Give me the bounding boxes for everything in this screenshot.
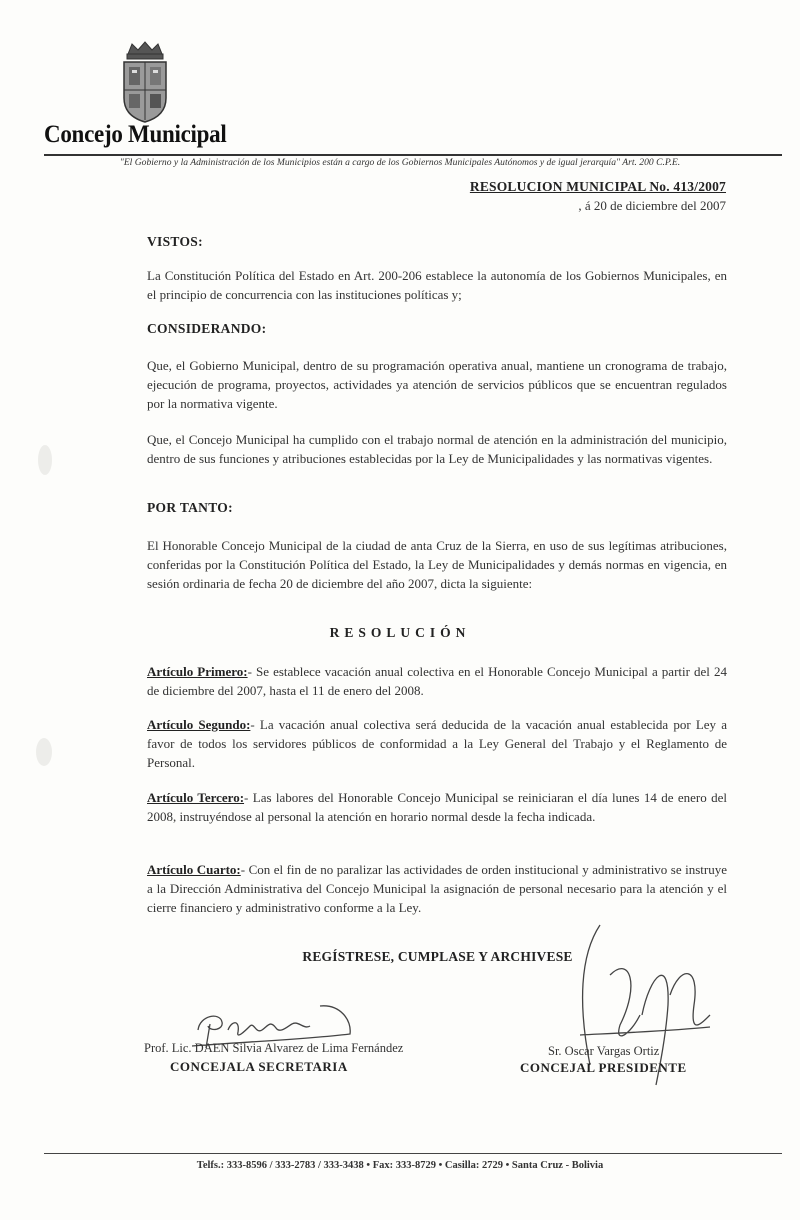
- considerando-text-1: Que, el Gobierno Municipal, dentro de su programación operativa anual, mantiene un cronograma de trabajo, ejecución de programa, proyectos, actividades ya atención de servicios públicos que se encuentran regulados por la normativa vigente.: [147, 358, 727, 411]
- article-text: - Se establece vacación anual colectiva en el Honorable Concejo Municipal a partir del 24 de diciembre del 2007, hasta el 11 de enero del 2008.: [147, 664, 727, 698]
- closing-formula: REGÍSTRESE, CUMPLASE Y ARCHIVESE: [302, 949, 573, 964]
- article-label: Artículo Primero:: [147, 664, 248, 679]
- vistos-text: La Constitución Política del Estado en Art. 200-206 establece la autonomía de los Gobiernos Municipales, en el principio de concurrencia con las instituciones políticas y;: [147, 268, 727, 302]
- organization-name: Concejo Municipal: [44, 121, 227, 148]
- footer-contact: Telfs.: 333-8596 / 333-2783 / 333-3438 • Fax: 333-8729 • Casilla: 2729 • Santa Cruz - Bolivia: [196, 1160, 604, 1171]
- article-text: - Con el fin de no paralizar las actividades de orden institucional y administrativo se instruye a la Dirección Administrativa del Concejo Municipal la asignación de personal necesario para la atención y el cierre financiero y administrativo conforme a la Ley.: [147, 862, 727, 915]
- article-text: - La vacación anual colectiva será deducida de la vacación anual establecida por Ley a favor de todos los servidores públicos de conformidad a la Ley General del Trabajo y el Reglamento de Personal.: [147, 717, 727, 770]
- considerando-text-2: Que, el Concejo Municipal ha cumplido con el trabajo normal de atención en la administración del municipio, dentro de sus funciones y atribuciones establecidas por la Ley de Municipalidades y las normativas vigentes.: [147, 432, 727, 466]
- header-motto: "El Gobierno y la Administración de los Municipios están a cargo de los Gobiernos Municipales Autónomos y de igual jerarquía" Art. 200 C.P.E.: [119, 157, 681, 168]
- article-tercero: [147, 788, 727, 826]
- article-segundo: [147, 715, 727, 772]
- resolucion-title: RESOLUCIÓN: [329, 625, 471, 640]
- secretary-name: Prof. Lic. DAEN Silvia Alvarez de Lima Fernández: [144, 1041, 404, 1055]
- header-divider: [44, 154, 782, 156]
- vistos-heading: VISTOS:: [147, 234, 203, 249]
- portanto-text: El Honorable Concejo Municipal de la ciudad de anta Cruz de la Sierra, en uso de sus legítimas atribuciones, conferidas por la Constitución Política del Estado, la Ley de Municipalidades y demás normas en vigencia, en sesión ordinaria de fecha 20 de diciembre del año 2007, dicta la siguiente:: [147, 538, 727, 591]
- article-primero: [147, 662, 727, 700]
- municipal-crest-icon: [118, 40, 172, 124]
- scan-mark: [36, 738, 52, 766]
- resolution-date: , á 20 de diciembre del 2007: [578, 198, 726, 213]
- article-text: - Las labores del Honorable Concejo Municipal se reiniciaran el día lunes 14 de enero del 2008, instruyéndose al personal la atención en horario normal desde la fecha indicada.: [147, 790, 727, 824]
- footer-divider: [44, 1153, 782, 1154]
- scan-mark: [38, 445, 52, 475]
- president-title: CONCEJAL PRESIDENTE: [520, 1060, 687, 1075]
- president-name: Sr. Oscar Vargas Ortiz: [548, 1044, 660, 1058]
- considerando-heading: CONSIDERANDO:: [147, 321, 267, 336]
- secretary-title: CONCEJALA SECRETARIA: [170, 1059, 348, 1074]
- article-label: Artículo Tercero:: [147, 790, 245, 805]
- article-cuarto: [147, 860, 727, 917]
- article-label: Artículo Cuarto:: [147, 862, 241, 877]
- portanto-heading: POR TANTO:: [147, 500, 233, 515]
- resolution-number: RESOLUCION MUNICIPAL No. 413/2007: [469, 179, 726, 194]
- article-label: Artículo Segundo:: [147, 717, 251, 732]
